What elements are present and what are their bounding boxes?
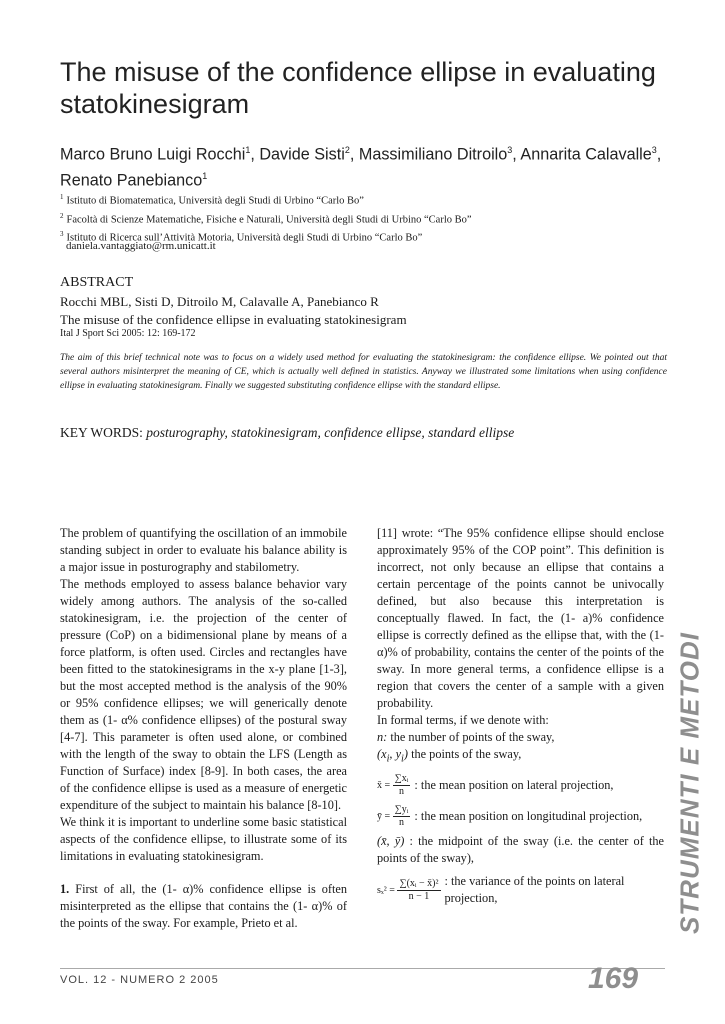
affiliation-text: Istituto di Ricerca sull’Attività Motoria, Università degli Studi di Urbino “Carlo Bo” (66, 232, 423, 244)
body-paragraph: The problem of quantifying the oscillation of an immobile standing subject in order to evaluate his balance ability is a major issue in posturography and stabilometry. (60, 526, 347, 574)
author-affiliation-mark: 1 (245, 145, 251, 155)
body-paragraph: 1. First of all, the (1- α)% confidence ellipse is often misinterpreted as the ellipse that contains the (1- α)% of the points of the sway. For example, Prieto et al. (60, 882, 347, 930)
author-name: Renato Panebianco (60, 171, 203, 190)
author-affiliation-mark: 3 (507, 145, 513, 155)
footer-divider (60, 968, 665, 969)
body-paragraph: We think it is important to underline some basic statistical aspects of the confidence ellipse, to illustrate some of its limitations in evaluating statokinesigram. (60, 815, 347, 863)
contact-email: daniela.vantaggiato@rm.unicatt.it (66, 240, 216, 252)
author-affiliation-mark: 2 (344, 145, 350, 155)
abstract-citation (60, 293, 407, 329)
affiliation-text: Facoltà di Scienze Matematiche, Fisiche e Naturali, Università degli Studi di Urbino “Carlo Bo” (66, 214, 472, 225)
author-name: Annarita Calavalle (520, 145, 652, 164)
abstract-heading: ABSTRACT (60, 275, 134, 290)
point-number: 1. (60, 882, 70, 896)
abstract-text: The aim of this brief technical note was to focus on a widely used method for evaluating the statokinesigram: the confidence ellipse. We pointed out that several authors misinterpret the meaning of CE, which is actually well defined in statistics. Anyway we illustrated some limitations when using confidence ellipse in evaluating statokinesigram. Finally we suggested substituting confidence ellipse with the standard ellipse. (60, 353, 667, 391)
citation-authors: Rocchi MBL, Sisti D, Ditroilo M, Calavalle A, Panebianco R (60, 294, 379, 309)
author-list: Marco Bruno Luigi Rocchi$^1$, Davide Sisti$^2$, Massimiliano Ditroilo$^3$, Annarita Calavalle$^3$, Renato Panebianco$^1$ (60, 145, 662, 190)
body-column-right (377, 525, 664, 911)
author-affiliation-mark: 3 (651, 145, 657, 155)
formula-mean-y: ȳ = $\frac{\text{∑yᵢ}}{n}$ : the mean position on longitudinal projection, (377, 804, 643, 829)
journal-reference: Ital J Sport Sci 2005: 12: 169-172 (60, 328, 196, 339)
issue-label: VOL. 12 - NUMERO 2 2005 (60, 974, 219, 986)
affiliation-number: 1 (60, 193, 64, 201)
paper-title: The misuse of the confidence ellipse in evaluating statokinesigram (60, 57, 656, 119)
definition-n: n: the number of points of the sway, (377, 730, 555, 744)
affiliation-text: Istituto di Biomatematica, Università degli Studi di Urbino “Carlo Bo” (66, 195, 364, 207)
keywords-label: KEY WORDS: (60, 425, 143, 440)
body-paragraph: In formal terms, if we denote with: (377, 713, 549, 727)
definition-midpoint: (x̄, ȳ) : the midpoint of the sway (i.e. the center of the points of the sway), (377, 834, 664, 866)
formula-mean-x: x̄ = $\frac{\text{∑xᵢ}}{n}$ : the mean position on lateral projection, (377, 773, 614, 798)
citation-title: The misuse of the confidence ellipse in evaluating statokinesigram (60, 312, 407, 327)
keywords (60, 425, 514, 441)
author-name: Marco Bruno Luigi Rocchi (60, 145, 246, 164)
keywords-list: posturography, statokinesigram, confidence ellipse, standard ellipse (146, 425, 515, 440)
affiliation-number: 3 (60, 230, 64, 238)
affiliation-item (60, 209, 700, 228)
body-paragraph: The methods employed to assess balance behavior vary widely among authors. The analysis of the so-called statokinesigram, i.e. the projection of the center of pressure (CoP) on a bidimensional plane by means of a force platform, is often used. Circles and rectangles have been fitted to the statokinesigrams in the x-y plane [1-3], but the most accepted method is the analysis of the 90% or 95% confidence ellipses; we will generically denote them as (1- α% confidence ellipses) of the postural sway [4-7]. This parameter is often used alone, or combined with the length of the sway to obtain the LFS (Length as Function of Surface) index [8-9]. In both cases, the area of the confidence ellipse is used as a measure of energetic expenditure of the subject to maintain his balance [8-10]. (60, 577, 347, 812)
author-name: Davide Sisti (259, 145, 345, 164)
affiliation-item (60, 190, 700, 209)
body-column-left (60, 525, 347, 932)
section-sidebar (670, 618, 710, 948)
author-affiliation-mark: 1 (202, 171, 208, 182)
section-label: STRUMENTI E METODI (674, 631, 705, 935)
affiliation-list (60, 190, 700, 246)
formula-variance-x: sₓ² = $\frac{\text{∑(xᵢ − x̄)²}}{n - 1}$ : the variance of the points on lateral projection, (377, 874, 625, 906)
body-paragraph: [11] wrote: “The 95% confidence ellipse should enclose approximately 95% of the COP point”. This definition is incorrect, not only because an ellipse that contains a certain percentage of the points cannot be univocally defined, but also because this interpretation is conceptually flawed. In fact, the (1- a)% confidence ellipse is correctly defined as the ellipse that, with the (1- α)% of probability, contains the center of the points of the sway. In more general terms, a confidence ellipse is a region that covers the center of a sample with a given probability. (377, 526, 664, 710)
author-name: Massimiliano Ditroilo (358, 145, 508, 164)
page-number: 169 (588, 962, 639, 995)
affiliation-number: 2 (60, 211, 64, 220)
definition-points: ($x_i$, $y_i$) the points of the sway, (377, 747, 522, 765)
